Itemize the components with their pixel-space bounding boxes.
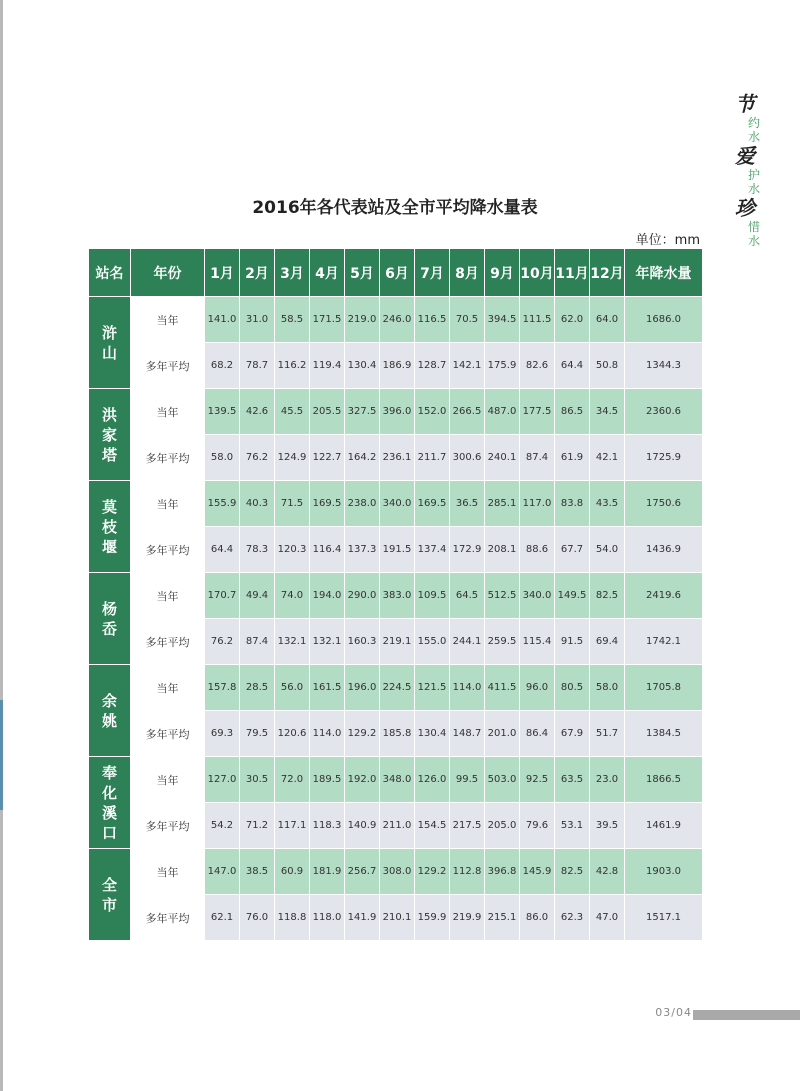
station-name-char: 家 [101, 425, 117, 444]
month-value-cell: 86.4 [520, 711, 555, 757]
month-value-cell: 72.0 [275, 757, 310, 803]
month-value-cell: 39.5 [590, 803, 625, 849]
month-value-cell: 208.1 [485, 527, 520, 573]
year-type-cell: 多年平均 [131, 619, 205, 665]
table-row [89, 757, 703, 803]
column-header: 站名 [89, 249, 131, 297]
month-value-cell: 154.5 [415, 803, 450, 849]
month-value-cell: 82.5 [555, 849, 590, 895]
month-value-cell: 63.5 [555, 757, 590, 803]
month-value-cell: 120.6 [275, 711, 310, 757]
month-value-cell: 92.5 [520, 757, 555, 803]
month-value-cell: 259.5 [485, 619, 520, 665]
month-value-cell: 215.1 [485, 895, 520, 941]
table-row [89, 573, 703, 619]
column-header: 年份 [131, 249, 205, 297]
month-value-cell: 99.5 [450, 757, 485, 803]
month-value-cell: 38.5 [240, 849, 275, 895]
month-value-cell: 383.0 [380, 573, 415, 619]
month-value-cell: 76.2 [205, 619, 240, 665]
column-header: 9月 [485, 249, 520, 297]
month-value-cell: 149.5 [555, 573, 590, 619]
station-name-cell [89, 481, 131, 573]
month-value-cell: 169.5 [415, 481, 450, 527]
month-value-cell: 111.5 [520, 297, 555, 343]
month-value-cell: 155.0 [415, 619, 450, 665]
month-value-cell: 69.4 [590, 619, 625, 665]
month-value-cell: 246.0 [380, 297, 415, 343]
month-value-cell: 205.0 [485, 803, 520, 849]
month-value-cell: 145.9 [520, 849, 555, 895]
month-value-cell: 194.0 [310, 573, 345, 619]
month-value-cell: 79.5 [240, 711, 275, 757]
month-value-cell: 185.8 [380, 711, 415, 757]
month-value-cell: 121.5 [415, 665, 450, 711]
month-value-cell: 201.0 [485, 711, 520, 757]
station-name-char: 奉 [101, 763, 117, 782]
month-value-cell: 192.0 [345, 757, 380, 803]
month-value-cell: 42.1 [590, 435, 625, 481]
slogan-char: 珍 [735, 196, 755, 220]
month-value-cell: 116.2 [275, 343, 310, 389]
annual-total-cell: 1461.9 [625, 803, 703, 849]
annual-total-cell: 1517.1 [625, 895, 703, 941]
month-value-cell: 64.0 [590, 297, 625, 343]
month-value-cell: 23.0 [590, 757, 625, 803]
station-name-char: 塔 [101, 445, 117, 464]
station-name-cell [89, 297, 131, 389]
month-value-cell: 58.0 [205, 435, 240, 481]
month-value-cell: 34.5 [590, 389, 625, 435]
month-value-cell: 87.4 [520, 435, 555, 481]
month-value-cell: 118.3 [310, 803, 345, 849]
month-value-cell: 137.4 [415, 527, 450, 573]
month-value-cell: 28.5 [240, 665, 275, 711]
month-value-cell: 164.2 [345, 435, 380, 481]
month-value-cell: 62.1 [205, 895, 240, 941]
month-value-cell: 64.4 [555, 343, 590, 389]
station-name-char: 浒 [101, 323, 117, 342]
month-value-cell: 340.0 [520, 573, 555, 619]
table-row [89, 849, 703, 895]
month-value-cell: 82.6 [520, 343, 555, 389]
month-value-cell: 327.5 [345, 389, 380, 435]
station-name-cell [89, 757, 131, 849]
slogan-char: 爱 [735, 144, 755, 168]
month-value-cell: 51.7 [590, 711, 625, 757]
month-value-cell: 60.9 [275, 849, 310, 895]
month-value-cell: 71.5 [275, 481, 310, 527]
month-value-cell: 219.1 [380, 619, 415, 665]
station-name-char: 枝 [101, 517, 117, 536]
month-value-cell: 78.3 [240, 527, 275, 573]
slogan-text: 惜水 [747, 220, 760, 248]
annual-total-cell: 2419.6 [625, 573, 703, 619]
month-value-cell: 512.5 [485, 573, 520, 619]
annual-total-cell: 1436.9 [625, 527, 703, 573]
month-value-cell: 31.0 [240, 297, 275, 343]
month-value-cell: 236.1 [380, 435, 415, 481]
month-value-cell: 86.0 [520, 895, 555, 941]
month-value-cell: 196.0 [345, 665, 380, 711]
month-value-cell: 36.5 [450, 481, 485, 527]
month-value-cell: 49.4 [240, 573, 275, 619]
table-row [89, 527, 703, 573]
table-row [89, 435, 703, 481]
month-value-cell: 61.9 [555, 435, 590, 481]
month-value-cell: 411.5 [485, 665, 520, 711]
station-name-char: 全 [101, 875, 117, 894]
annual-total-cell: 1384.5 [625, 711, 703, 757]
month-value-cell: 47.0 [590, 895, 625, 941]
month-value-cell: 70.5 [450, 297, 485, 343]
month-value-cell: 64.5 [450, 573, 485, 619]
table-row [89, 895, 703, 941]
month-value-cell: 127.0 [205, 757, 240, 803]
month-value-cell: 132.1 [275, 619, 310, 665]
month-value-cell: 78.7 [240, 343, 275, 389]
month-value-cell: 141.0 [205, 297, 240, 343]
column-header: 1月 [205, 249, 240, 297]
left-margin-accent [0, 700, 3, 810]
month-value-cell: 219.9 [450, 895, 485, 941]
month-value-cell: 62.0 [555, 297, 590, 343]
column-header: 5月 [345, 249, 380, 297]
month-value-cell: 210.1 [380, 895, 415, 941]
month-value-cell: 152.0 [415, 389, 450, 435]
month-value-cell: 74.0 [275, 573, 310, 619]
month-value-cell: 290.0 [345, 573, 380, 619]
station-name-char: 岙 [101, 619, 117, 638]
month-value-cell: 238.0 [345, 481, 380, 527]
station-name-char: 杨 [101, 599, 117, 618]
station-name-char: 莫 [101, 497, 117, 516]
month-value-cell: 42.8 [590, 849, 625, 895]
annual-total-cell: 1903.0 [625, 849, 703, 895]
month-value-cell: 177.5 [520, 389, 555, 435]
month-value-cell: 62.3 [555, 895, 590, 941]
year-type-cell: 多年平均 [131, 895, 205, 941]
month-value-cell: 147.0 [205, 849, 240, 895]
month-value-cell: 76.2 [240, 435, 275, 481]
year-type-cell: 多年平均 [131, 711, 205, 757]
month-value-cell: 67.7 [555, 527, 590, 573]
month-value-cell: 117.1 [275, 803, 310, 849]
station-name-char: 口 [101, 823, 117, 842]
month-value-cell: 171.5 [310, 297, 345, 343]
month-value-cell: 82.5 [590, 573, 625, 619]
table-title: 2016年各代表站及全市平均降水量表 [252, 198, 538, 218]
month-value-cell: 396.0 [380, 389, 415, 435]
month-value-cell: 396.8 [485, 849, 520, 895]
month-value-cell: 64.4 [205, 527, 240, 573]
month-value-cell: 54.0 [590, 527, 625, 573]
annual-total-cell: 2360.6 [625, 389, 703, 435]
year-type-cell: 当年 [131, 481, 205, 527]
month-value-cell: 128.7 [415, 343, 450, 389]
month-value-cell: 142.1 [450, 343, 485, 389]
year-type-cell: 当年 [131, 757, 205, 803]
month-value-cell: 172.9 [450, 527, 485, 573]
month-value-cell: 130.4 [345, 343, 380, 389]
table-row [89, 665, 703, 711]
month-value-cell: 58.0 [590, 665, 625, 711]
month-value-cell: 256.7 [345, 849, 380, 895]
station-name-char: 堰 [101, 537, 117, 556]
month-value-cell: 169.5 [310, 481, 345, 527]
month-value-cell: 487.0 [485, 389, 520, 435]
month-value-cell: 58.5 [275, 297, 310, 343]
month-value-cell: 340.0 [380, 481, 415, 527]
column-header: 年降水量 [625, 249, 703, 297]
column-header: 12月 [590, 249, 625, 297]
month-value-cell: 129.2 [345, 711, 380, 757]
year-type-cell: 当年 [131, 573, 205, 619]
month-value-cell: 130.4 [415, 711, 450, 757]
year-type-cell: 多年平均 [131, 435, 205, 481]
station-name-char: 溪 [101, 803, 117, 822]
month-value-cell: 217.5 [450, 803, 485, 849]
month-value-cell: 140.9 [345, 803, 380, 849]
month-value-cell: 160.3 [345, 619, 380, 665]
table-row [89, 803, 703, 849]
slogan-text: 护水 [747, 168, 760, 196]
month-value-cell: 109.5 [415, 573, 450, 619]
month-value-cell: 139.5 [205, 389, 240, 435]
month-value-cell: 211.7 [415, 435, 450, 481]
station-name-cell [89, 389, 131, 481]
month-value-cell: 83.8 [555, 481, 590, 527]
month-value-cell: 308.0 [380, 849, 415, 895]
month-value-cell: 137.3 [345, 527, 380, 573]
month-value-cell: 503.0 [485, 757, 520, 803]
month-value-cell: 45.5 [275, 389, 310, 435]
month-value-cell: 285.1 [485, 481, 520, 527]
table-row [89, 343, 703, 389]
column-header: 6月 [380, 249, 415, 297]
month-value-cell: 157.8 [205, 665, 240, 711]
month-value-cell: 43.5 [590, 481, 625, 527]
column-header: 8月 [450, 249, 485, 297]
table-row [89, 389, 703, 435]
month-value-cell: 114.0 [310, 711, 345, 757]
month-value-cell: 141.9 [345, 895, 380, 941]
month-value-cell: 71.2 [240, 803, 275, 849]
month-value-cell: 155.9 [205, 481, 240, 527]
month-value-cell: 122.7 [310, 435, 345, 481]
page-bar [693, 1010, 800, 1020]
month-value-cell: 118.0 [310, 895, 345, 941]
station-name-char: 化 [101, 783, 117, 802]
table-row [89, 711, 703, 757]
month-value-cell: 86.5 [555, 389, 590, 435]
month-value-cell: 181.9 [310, 849, 345, 895]
month-value-cell: 211.0 [380, 803, 415, 849]
unit-label: 单位：mm [635, 233, 700, 248]
month-value-cell: 79.6 [520, 803, 555, 849]
month-value-cell: 54.2 [205, 803, 240, 849]
column-header: 3月 [275, 249, 310, 297]
month-value-cell: 161.5 [310, 665, 345, 711]
year-type-cell: 当年 [131, 665, 205, 711]
month-value-cell: 119.4 [310, 343, 345, 389]
month-value-cell: 116.5 [415, 297, 450, 343]
annual-total-cell: 1866.5 [625, 757, 703, 803]
year-type-cell: 当年 [131, 389, 205, 435]
month-value-cell: 189.5 [310, 757, 345, 803]
table-row [89, 619, 703, 665]
slogan-vertical [733, 92, 769, 248]
month-value-cell: 67.9 [555, 711, 590, 757]
station-name-char: 余 [101, 691, 117, 710]
month-value-cell: 348.0 [380, 757, 415, 803]
annual-total-cell: 1725.9 [625, 435, 703, 481]
station-name-char: 洪 [101, 405, 117, 424]
month-value-cell: 88.6 [520, 527, 555, 573]
month-value-cell: 69.3 [205, 711, 240, 757]
month-value-cell: 205.5 [310, 389, 345, 435]
month-value-cell: 224.5 [380, 665, 415, 711]
month-value-cell: 394.5 [485, 297, 520, 343]
month-value-cell: 219.0 [345, 297, 380, 343]
year-type-cell: 当年 [131, 849, 205, 895]
month-value-cell: 68.2 [205, 343, 240, 389]
month-value-cell: 191.5 [380, 527, 415, 573]
annual-total-cell: 1750.6 [625, 481, 703, 527]
column-header: 11月 [555, 249, 590, 297]
annual-total-cell: 1344.3 [625, 343, 703, 389]
station-name-cell [89, 665, 131, 757]
table-row [89, 481, 703, 527]
year-type-cell: 多年平均 [131, 527, 205, 573]
month-value-cell: 50.8 [590, 343, 625, 389]
month-value-cell: 120.3 [275, 527, 310, 573]
month-value-cell: 96.0 [520, 665, 555, 711]
table-row [89, 297, 703, 343]
month-value-cell: 132.1 [310, 619, 345, 665]
month-value-cell: 124.9 [275, 435, 310, 481]
month-value-cell: 42.6 [240, 389, 275, 435]
table-body [89, 297, 703, 941]
annual-total-cell: 1742.1 [625, 619, 703, 665]
column-header: 10月 [520, 249, 555, 297]
station-name-char: 山 [101, 343, 117, 362]
month-value-cell: 76.0 [240, 895, 275, 941]
month-value-cell: 148.7 [450, 711, 485, 757]
month-value-cell: 129.2 [415, 849, 450, 895]
slogan-text: 约水 [747, 116, 760, 144]
month-value-cell: 244.1 [450, 619, 485, 665]
month-value-cell: 114.0 [450, 665, 485, 711]
left-margin-rule [0, 0, 3, 1091]
month-value-cell: 240.1 [485, 435, 520, 481]
column-header: 2月 [240, 249, 275, 297]
station-name-cell [89, 849, 131, 941]
month-value-cell: 40.3 [240, 481, 275, 527]
month-value-cell: 266.5 [450, 389, 485, 435]
station-name-char: 姚 [101, 711, 117, 730]
station-name-char: 市 [101, 895, 117, 914]
month-value-cell: 159.9 [415, 895, 450, 941]
month-value-cell: 117.0 [520, 481, 555, 527]
month-value-cell: 126.0 [415, 757, 450, 803]
rainfall-table [88, 248, 703, 941]
page-number: 03/04 [655, 1006, 692, 1019]
month-value-cell: 56.0 [275, 665, 310, 711]
month-value-cell: 300.6 [450, 435, 485, 481]
month-value-cell: 118.8 [275, 895, 310, 941]
month-value-cell: 170.7 [205, 573, 240, 619]
month-value-cell: 53.1 [555, 803, 590, 849]
station-name-cell [89, 573, 131, 665]
month-value-cell: 87.4 [240, 619, 275, 665]
slogan-char: 节 [735, 92, 755, 116]
month-value-cell: 91.5 [555, 619, 590, 665]
annual-total-cell: 1686.0 [625, 297, 703, 343]
month-value-cell: 112.8 [450, 849, 485, 895]
column-header: 4月 [310, 249, 345, 297]
month-value-cell: 30.5 [240, 757, 275, 803]
month-value-cell: 175.9 [485, 343, 520, 389]
annual-total-cell: 1705.8 [625, 665, 703, 711]
year-type-cell: 当年 [131, 297, 205, 343]
year-type-cell: 多年平均 [131, 803, 205, 849]
header-row [89, 249, 703, 297]
year-type-cell: 多年平均 [131, 343, 205, 389]
month-value-cell: 80.5 [555, 665, 590, 711]
month-value-cell: 116.4 [310, 527, 345, 573]
month-value-cell: 115.4 [520, 619, 555, 665]
month-value-cell: 186.9 [380, 343, 415, 389]
column-header: 7月 [415, 249, 450, 297]
